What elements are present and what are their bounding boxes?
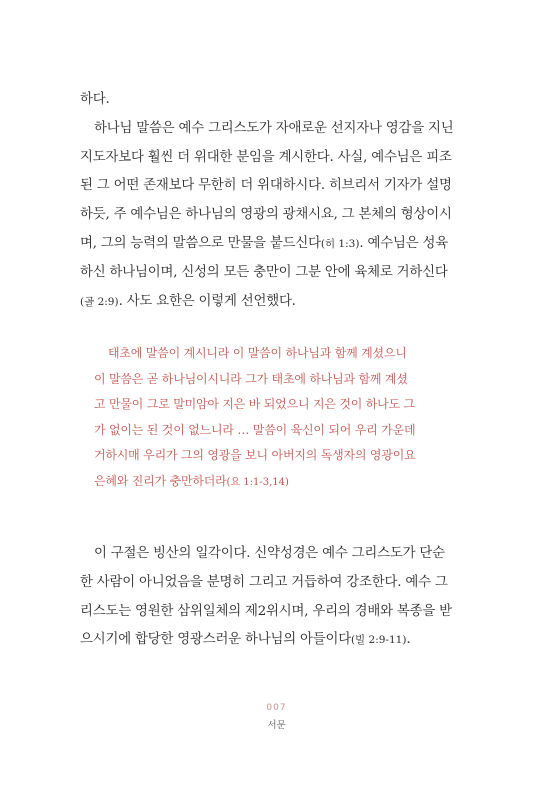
scripture-reference: (히 1:3)	[320, 237, 360, 250]
paragraph-conclusion	[80, 540, 480, 655]
text-line: 지도자보다 훨씬 더 위대한 분임을 계시한다. 사실, 예수님은 피조	[80, 149, 452, 165]
scripture-quote	[94, 341, 478, 495]
text-segment: 으시기에 합당한 영광스러운 하나님의 아들이다	[80, 632, 351, 648]
paragraph-intro	[80, 86, 480, 316]
section-title: 서문	[267, 720, 286, 731]
text-line: 하나님 말씀은 예수 그리스도가 자애로운 선지자나 영감을 지닌	[94, 120, 454, 136]
text-line: 하신 하나님이며, 신성의 모든 충만이 그분 안에 육체로 거하신다	[80, 264, 448, 280]
text-line	[80, 288, 480, 317]
quote-line: 고 만물이 그로 말미암아 지은 바 되었으니 지은 것이 하나도 그	[94, 397, 415, 412]
text-segment: 며, 그의 능력의 말씀으로 만물을 붙드신다	[80, 235, 321, 251]
scripture-reference: (골 2:9)	[80, 295, 119, 308]
quote-line	[94, 469, 478, 495]
quote-line: 가 없이는 된 것이 없느니라 … 말씀이 육신이 되어 우리 가운데	[94, 422, 416, 437]
page-number: 007	[266, 703, 287, 713]
text-segment: 은혜와 진리가 충만하더라	[94, 473, 227, 488]
quote-line: 이 말씀은 곧 하나님이시니라 그가 태초에 하나님과 함께 계셨	[94, 371, 408, 386]
text-segment: . 예수님은 성육	[359, 235, 449, 251]
quote-line: 태초에 말씀이 계시니라 이 말씀이 하나님과 함께 계셨으니	[108, 346, 407, 360]
text-line: 된 그 어떤 존재보다 무한히 더 위대하시다. 히브리서 기자가 설명	[80, 178, 452, 194]
quote-line: 거하시매 우리가 그의 영광을 보니 아버지의 독생자의 영광이요	[94, 448, 416, 463]
text-line: 리스도는 영원한 삼위일체의 제2위시며, 우리의 경배와 복종을 받	[80, 603, 452, 619]
text-line: 한 사람이 아니었음을 분명히 그리고 거듭하여 강조한다. 예수 그	[80, 574, 448, 590]
scripture-reference: (빌 2:9-11)	[350, 634, 407, 647]
text-line: 하다.	[80, 92, 110, 107]
text-line	[80, 230, 480, 259]
text-line: 이 구절은 빙산의 일각이다. 신약성경은 예수 그리스도가 단순	[94, 546, 445, 561]
text-segment: . 사도 요한은 이렇게 선언했다.	[118, 293, 296, 309]
text-line	[80, 626, 480, 655]
scripture-reference: (요 1:1-3,14)	[226, 476, 289, 488]
text-line: 하듯, 주 예수님은 하나님의 영광의 광채시요, 그 본체의 형상이시	[80, 207, 452, 223]
text-segment: .	[406, 632, 411, 648]
